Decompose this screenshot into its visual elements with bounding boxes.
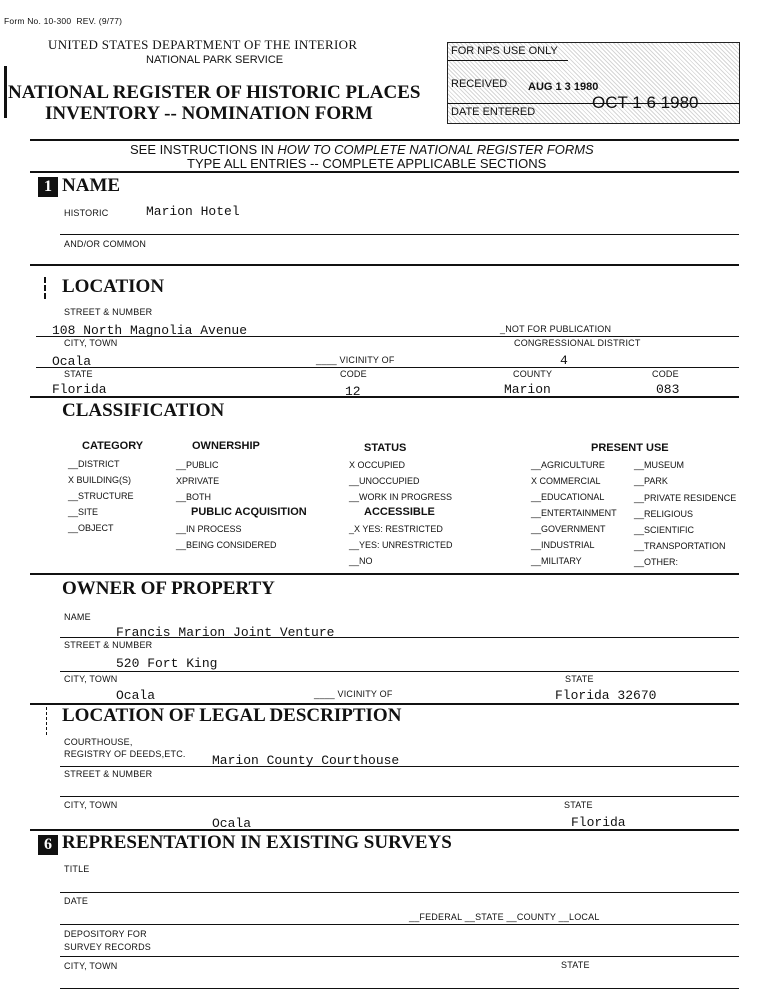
use-government[interactable]: __GOVERNMENT: [531, 524, 606, 534]
ownership-public[interactable]: __PUBLIC: [176, 460, 219, 470]
use-commercial[interactable]: X COMMERCIAL: [531, 476, 601, 486]
use-industrial[interactable]: __INDUSTRIAL: [531, 540, 595, 550]
divider: [30, 829, 739, 831]
category-site[interactable]: __SITE: [68, 507, 99, 517]
acquisition-being-considered[interactable]: __BEING CONSIDERED: [176, 540, 277, 550]
use-other[interactable]: __OTHER:: [634, 557, 679, 567]
county-code-value: 083: [656, 382, 680, 397]
category-buildings[interactable]: X BUILDING(S): [68, 475, 132, 485]
status-unoccupied[interactable]: __UNOCCUPIED: [349, 476, 420, 486]
form-number: Form No. 10-300 REV. (9/77): [4, 16, 123, 26]
county-label: COUNTY: [513, 369, 553, 379]
present-use-heading: PRESENT USE: [591, 442, 669, 454]
legal-street-label: STREET & NUMBER: [64, 769, 153, 779]
margin-mark: [46, 707, 48, 735]
survey-title-label: TITLE: [64, 864, 90, 874]
use-transportation[interactable]: __TRANSPORTATION: [634, 541, 726, 551]
code-label: CODE: [340, 369, 367, 379]
historic-label: HISTORIC: [64, 208, 109, 218]
ownership-private[interactable]: XPRIVATE: [176, 476, 220, 486]
city-value: Ocala: [52, 354, 92, 369]
category-structure[interactable]: __STRUCTURE: [68, 491, 134, 501]
margin-mark: [4, 66, 7, 118]
form-revision: REV. (9/77): [76, 16, 123, 26]
divider: [60, 766, 739, 767]
section-heading-classification: CLASSIFICATION: [62, 400, 225, 421]
date-entered-value: OCT 1 6 1980: [592, 93, 699, 112]
category-object[interactable]: __OBJECT: [68, 523, 114, 533]
registry-label: REGISTRY OF DEEDS,ETC.: [64, 749, 186, 759]
department-name: UNITED STATES DEPARTMENT OF THE INTERIOR: [48, 37, 358, 52]
status-heading: STATUS: [364, 442, 407, 454]
nps-use-label: FOR NPS USE ONLY: [451, 45, 558, 57]
owner-state-value: Florida 32670: [555, 688, 657, 703]
use-scientific[interactable]: __SCIENTIFIC: [634, 525, 695, 535]
divider: [60, 956, 739, 957]
service-name: NATIONAL PARK SERVICE: [146, 54, 284, 66]
section-heading-owner: OWNER OF PROPERTY: [62, 578, 275, 599]
vicinity-of: ____ VICINITY OF: [316, 355, 395, 365]
state-value: Florida: [52, 382, 107, 397]
common-name-label: AND/OR COMMON: [64, 239, 147, 249]
accessible-restricted[interactable]: _X YES: RESTRICTED: [349, 524, 443, 534]
owner-state-label: STATE: [565, 674, 594, 684]
received-date: AUG 1 3 1980: [528, 81, 599, 93]
county-code-label: CODE: [652, 369, 679, 379]
owner-street-value: 520 Fort King: [116, 656, 218, 671]
state-label: STATE: [64, 369, 93, 379]
owner-name-value: Francis Marion Joint Venture: [116, 625, 335, 640]
legal-state-value: Florida: [571, 815, 626, 830]
use-park[interactable]: __PARK: [634, 476, 668, 486]
acquisition-in-process[interactable]: __IN PROCESS: [176, 524, 242, 534]
street-value: 108 North Magnolia Avenue: [52, 323, 248, 338]
instructions-line1: SEE INSTRUCTIONS IN HOW TO COMPLETE NATIONAL REGISTER FORMS: [130, 142, 594, 157]
divider: [30, 396, 739, 398]
legal-state-label: STATE: [564, 800, 593, 810]
section-number-6: 6: [38, 835, 58, 855]
section-heading-surveys: REPRESENTATION IN EXISTING SURVEYS: [62, 832, 452, 853]
legal-city-label: CITY, TOWN: [64, 800, 118, 810]
divider: [60, 671, 739, 672]
accessible-no[interactable]: __NO: [349, 556, 373, 566]
accessible-heading: ACCESSIBLE: [364, 506, 435, 518]
use-private-residence[interactable]: __PRIVATE RESIDENCE: [634, 493, 737, 503]
state-code-value: 12: [345, 384, 361, 399]
instructions-line2: TYPE ALL ENTRIES -- COMPLETE APPLICABLE SECTIONS: [187, 156, 547, 171]
received-label: RECEIVED: [451, 78, 508, 90]
county-value: Marion: [504, 382, 551, 397]
survey-levels: __FEDERAL __STATE __COUNTY __LOCAL: [409, 912, 600, 922]
use-agriculture[interactable]: __AGRICULTURE: [531, 460, 605, 470]
divider: [36, 367, 739, 368]
use-religious[interactable]: __RELIGIOUS: [634, 509, 694, 519]
courthouse-label: COURTHOUSE,: [64, 737, 133, 747]
date-entered-label: DATE ENTERED: [451, 106, 536, 118]
divider: [36, 336, 739, 337]
section-heading-name: NAME: [62, 175, 121, 196]
congressional-district-label: CONGRESSIONAL DISTRICT: [514, 338, 641, 348]
section-number-1: 1: [38, 177, 58, 197]
nps-use-only-box: [447, 42, 740, 124]
divider: [60, 234, 739, 235]
instructions-title: HOW TO COMPLETE NATIONAL REGISTER FORMS: [277, 142, 594, 157]
divider: [60, 924, 739, 925]
divider: [60, 796, 739, 797]
category-district[interactable]: __DISTRICT: [68, 459, 120, 469]
city-town-label: CITY, TOWN: [64, 338, 118, 348]
district-value: 4: [560, 353, 568, 368]
ownership-both[interactable]: __BOTH: [176, 492, 212, 502]
survey-records-label: SURVEY RECORDS: [64, 942, 151, 952]
use-educational[interactable]: __EDUCATIONAL: [531, 492, 605, 502]
form-subtitle: INVENTORY -- NOMINATION FORM: [45, 103, 373, 124]
divider: [30, 264, 739, 266]
status-occupied[interactable]: X OCCUPIED: [349, 460, 406, 470]
not-for-publication: _NOT FOR PUBLICATION: [500, 324, 612, 334]
owner-street-label: STREET & NUMBER: [64, 640, 153, 650]
historic-name-value: Marion Hotel: [146, 204, 240, 219]
owner-vicinity-of: ____ VICINITY OF: [314, 689, 393, 699]
legal-city-value: Ocala: [212, 816, 252, 831]
section-heading-legal-description: LOCATION OF LEGAL DESCRIPTION: [62, 705, 402, 726]
divider: [30, 171, 739, 173]
status-work-in-progress[interactable]: __WORK IN PROGRESS: [349, 492, 453, 502]
divider: [60, 988, 739, 989]
section-heading-location: LOCATION: [62, 276, 165, 297]
divider: [30, 139, 739, 141]
use-entertainment[interactable]: __ENTERTAINMENT: [531, 508, 617, 518]
divider: [30, 573, 739, 575]
survey-date-label: DATE: [64, 896, 89, 906]
courthouse-value: Marion County Courthouse: [212, 753, 400, 768]
ownership-heading: OWNERSHIP: [192, 440, 260, 452]
public-acquisition-heading: PUBLIC ACQUISITION: [191, 506, 307, 518]
divider: [448, 60, 568, 61]
depository-label: DEPOSITORY FOR: [64, 929, 147, 939]
survey-state-label: STATE: [561, 960, 590, 970]
use-museum[interactable]: __MUSEUM: [634, 460, 685, 470]
use-military[interactable]: __MILITARY: [531, 556, 582, 566]
margin-mark: [44, 277, 47, 299]
accessible-unrestricted[interactable]: __YES: UNRESTRICTED: [349, 540, 453, 550]
owner-city-label: CITY, TOWN: [64, 674, 118, 684]
category-heading: CATEGORY: [82, 440, 144, 452]
street-number-label: STREET & NUMBER: [64, 307, 153, 317]
owner-name-label: NAME: [64, 612, 91, 622]
owner-city-value: Ocala: [116, 688, 156, 703]
survey-city-label: CITY, TOWN: [64, 961, 118, 971]
divider: [60, 892, 739, 893]
divider: [60, 637, 739, 638]
form-title: NATIONAL REGISTER OF HISTORIC PLACES: [8, 82, 421, 103]
